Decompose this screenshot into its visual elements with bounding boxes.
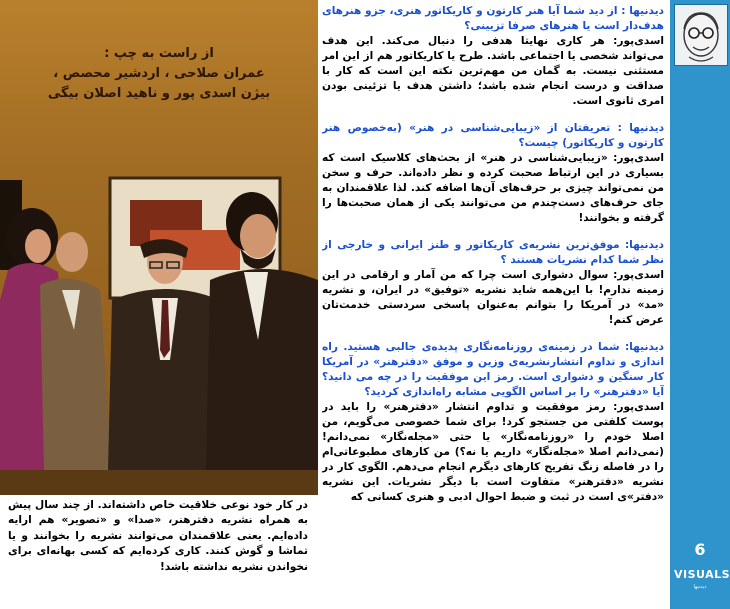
photo-panel: [0, 0, 318, 495]
photo-caption: [24, 44, 294, 104]
caption-line: از راست به چپ :: [104, 46, 214, 61]
question: دیدنیها: موفق‌ترین نشریه‌ی کاریکاتور و طنز ایرانی و خارجی از نظر شما کدام نشریات هستند ؟: [322, 239, 664, 266]
answer: اسدی‌پور: هر کاری نهایتا هدفی را دنبال می‌کند. این هدف می‌تواند شخصی یا اجتماعی باشد. طرح یا کاریکاتور هم از این امر مستثنی نیست. به گمان من مهم‌ترین نکته این است که کار با صداقت و درست انجام شده باشد؛ داشتن هدف یا تزئینی بودن امری ثانوی است.: [322, 35, 664, 107]
caption-line: بیژن اسدی پور و ناهید اصلان بیگی: [47, 86, 271, 101]
sidebar: [670, 0, 730, 609]
magazine-logo: [674, 568, 730, 600]
question: دیدنیها : تعریفتان از «زیبایی‌شناسی در هنر» (به‌خصوص هنر کارتون و کاریکاتور) چیست؟: [322, 122, 664, 149]
question: دیدنیها: شما در زمینه‌ی روزنامه‌نگاری پدیده‌ی جالبی هستید. راه اندازی و تداوم انتشارنشریه‌ی وزین و موفق «دفترهنر» در آمریکا کار سنگین و دشواری است. رمز این موفقیت را در چه می دانید؟ آیا «دفترهنر» را بر اساس الگویی مشابه راه‌اندازی کردید؟: [322, 341, 664, 398]
logo-text: VISUALS: [674, 568, 730, 581]
answer: اسدی‌پور: رمز موفقیت و تداوم انتشار «دفترهنر» را باید در پوست کلفتی من جستجو کرد! برای شما خصوصی می‌گویم، من اصلا خودم را «روزنامه‌نگار» یا حتی «مجله‌نگار» نمی‌دانم! (نمی‌دانم اصلا «مجله‌نگار» داریم یا نه؟) من کارهای مطبوعاتی‌ام را در فاصله زنگ تفریح کارهای دیگرم انجام می‌دهم. الگوی کار در نشریه «دفترهنر» متفاوت است با دیگر نشریات. این نشریه «دفتر»ی است در ثبت و ضبط احوال ادبی و هنری کسانی که: [322, 401, 664, 503]
answer: اسدی‌پور: سوال دشواری است چرا که من آمار و ارقامی در این زمینه ندارم! با این‌همه شاید نشریه «توفیق» در ایران، و نشریه «مد» در آمریکا را بتوانم به‌عنوان پاسخی سردستی خدمت‌تان عرض کنم!: [322, 269, 664, 326]
question: دیدنیها : از دید شما آیا هنر کارتون و کاریکاتور هنری، جزو هنرهای هدف‌دار است یا هنرهای صرفا تزیینی؟: [322, 5, 664, 32]
answer: اسدی‌پور: «زیبایی‌شناسی در هنر» از بحث‌های کلاسیک است که بسیاری در این ارتباط صحبت کرده و نظر داده‌اند. حرف و سخن من نمی‌تواند چیزی بر حرف‌های آن‌ها اضافه کند. لذا علاقمندان به جای حرف‌های دست‌چندم من می‌توانند یکی از همان صحبت‌ها را گرفته و بخوانند!: [322, 152, 664, 224]
author-portrait: [674, 4, 728, 66]
caption-line: عمران صلاحی ، اردشیر محصص ،: [53, 66, 265, 81]
bottom-note: در کار خود نوعی خلاقیت خاص داشته‌اند. از چند سال پیش به همراه نشریه دفترهنر، «صدا» و «تصویر» هم ارایه داده‌ایم. یعنی علاقمندان می‌توانند نشریه را بخوانند و یا تماشا و گوش کنند. کاری کرده‌ایم که کسی بهانه‌ای برای نخواندن نشریه نداشته باشد!: [8, 499, 308, 573]
interview-article: [322, 4, 664, 604]
page-number: 6: [694, 540, 706, 559]
logo-subtext: دیدنیها: [693, 584, 707, 590]
